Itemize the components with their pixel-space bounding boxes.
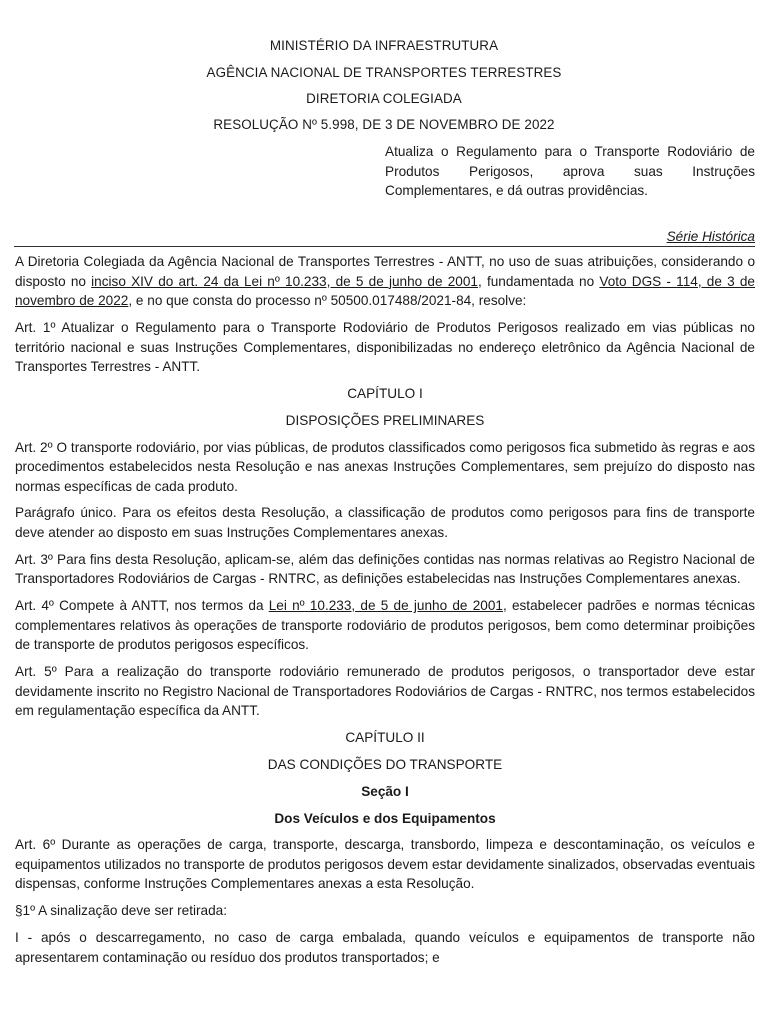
resolution-body: [15, 252, 755, 967]
board-heading: DIRETORIA COLEGIADA: [306, 91, 462, 106]
preamble: [15, 252, 755, 311]
article-4: [15, 596, 755, 655]
article-6-inciso-1: I - após o descarregamento, no caso de carga embalada, quando veículos e equipamentos de transporte não apresentarem contaminação ou resíduo dos produtos transportados; e: [15, 930, 755, 965]
preamble-text-1: A Diretoria Colegiada da Agência Nacional de Transportes Terrestres - ANTT, no uso de suas atribuições, considerando o disposto no: [15, 254, 755, 289]
article-3: Art. 3º Para fins desta Resolução, aplicam-se, além das definições contidas nas normas relativas ao Registro Nacional de Transportadores Rodoviários de Cargas - RNTRC, as definições estabelecidas nas Instruções Complementares anexas.: [15, 551, 755, 587]
ministry-heading: MINISTÉRIO DA INFRAESTRUTURA: [269, 38, 499, 53]
law-inciso-link[interactable]: inciso XIV do art. 24 da Lei nº 10.233, de 5 de junho de 2001: [91, 273, 478, 289]
preamble-text-2: , fundamentada no: [477, 273, 600, 289]
article-6: Art. 6º Durante as operações de carga, transporte, descarga, transbordo, limpeza e descontaminação, os veículos e equipamentos utilizados no transporte de produtos perigosos devem estar devidamente sinalizados, observadas eventuais dispensas, conforme Instruções Complementares anexas a esta Resolução.: [15, 837, 755, 892]
vote-link[interactable]: Voto DGS - 114, de 3 de novembro de 2022: [15, 273, 755, 309]
resolution-title: RESOLUÇÃO Nº 5.998, DE 3 DE NOVEMBRO DE 2022: [213, 117, 555, 132]
article-4-text-1: Art. 4º Compete à ANTT, nos termos da: [15, 598, 269, 614]
chapter-1-title: CAPÍTULO I: [347, 385, 423, 401]
section-1-title: Seção I: [361, 783, 409, 799]
agency-heading: AGÊNCIA NACIONAL DE TRANSPORTES TERRESTRES: [206, 65, 562, 80]
preamble-text-3: , e no que consta do processo nº 50500.017488/2021-84, resolve:: [128, 293, 527, 309]
article-2-paragraph: Parágrafo único. Para os efeitos desta Resolução, a classificação de produtos como perigosos para fins de transporte deve atender ao disposto em suas Instruções Complementares anexas.: [15, 505, 755, 541]
chapter-2-subtitle: DAS CONDIÇÕES DO TRANSPORTE: [267, 756, 503, 772]
series-history-link[interactable]: Série Histórica: [666, 229, 755, 244]
section-1-subtitle: Dos Veículos e dos Equipamentos: [274, 810, 496, 826]
chapter-1-subtitle: DISPOSIÇÕES PRELIMINARES: [285, 412, 485, 428]
article-4-text-2: , estabelecer padrões e normas técnicas complementares relativos às operações de transporte rodoviário de produtos perigosos, bem como determinar proibições de transporte de produtos perigosos específicos.: [15, 598, 755, 653]
ementa: Atualiza o Regulamento para o Transporte Rodoviário de Produtos Perigosos, aprova suas Instruções Complementares, e dá outras providências.: [385, 144, 755, 198]
article-1: Art. 1º Atualizar o Regulamento para o Transporte Rodoviário de Produtos Perigosos realizado em vias públicas no território nacional e suas Instruções Complementares, disponibilizadas no endereço eletrônico da Agência Nacional de Transportes Terrestres - ANTT.: [15, 319, 755, 375]
law-link[interactable]: Lei nº 10.233, de 5 de junho de 2001: [268, 598, 503, 614]
article-5: Art. 5º Para a realização do transporte rodoviário remunerado de produtos perigosos, o transportador deve estar devidamente inscrito no Registro Nacional de Transportadores Rodoviários de Cargas - RNTRC, nos termos estabelecidos em regulamentação específica da ANTT.: [15, 664, 755, 719]
divider: [14, 246, 755, 247]
article-6-paragraph-1: §1º A sinalização deve ser retirada:: [15, 903, 228, 919]
article-2: Art. 2º O transporte rodoviário, por vias públicas, de produtos classificados como perigosos fica submetido às regras e aos procedimentos estabelecidos nesta Resolução e nas anexas Instruções Complementares, sem prejuízo do disposto nas normas específicas de cada produto.: [15, 439, 755, 494]
chapter-2-title: CAPÍTULO II: [345, 730, 425, 746]
